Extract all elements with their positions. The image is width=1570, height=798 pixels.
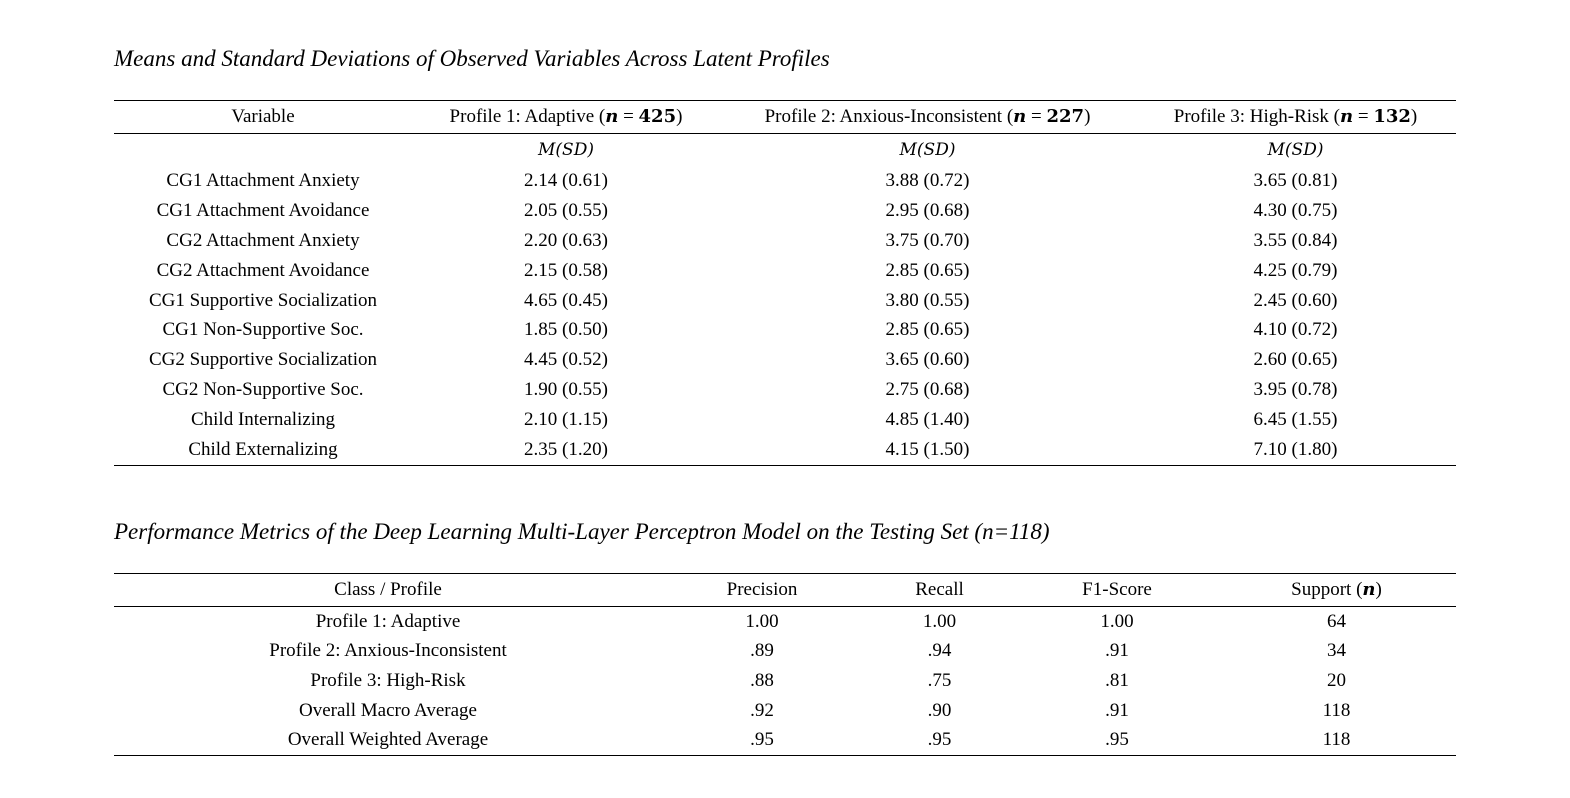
table-row [114,375,1456,405]
table-row [114,435,1456,465]
profile-2-value: 2.95 (0.68) [885,199,970,221]
table-row [114,256,1456,286]
profile-means-table [114,100,1456,466]
subheader-msd: M(SD) [538,140,594,160]
table-row [114,166,1456,196]
profile-1-value: 1.90 (0.55) [524,379,608,401]
f1-score-value: .81 [1105,669,1129,691]
profile-3-value: 4.25 (0.79) [1253,259,1338,281]
profile-2-value: 4.85 (1.40) [885,409,970,431]
profile-2-value: 3.65 (0.60) [885,349,970,371]
table-row [114,666,1456,696]
profile-2-value: 4.15 (1.50) [885,438,970,460]
profile-3-value: 3.95 (0.78) [1253,379,1338,401]
recall-value: .90 [927,699,952,721]
precision-value: .89 [750,640,774,662]
header-profile-3: Profile 3: High-Risk (n = 132) [1173,106,1418,127]
table-row [114,637,1456,667]
header-f1-score: F1-Score [1082,579,1152,600]
subheader-empty [114,134,412,167]
recall-value: .75 [927,669,952,691]
profile-3-value: 4.10 (0.72) [1253,319,1338,341]
table-row [114,725,1456,755]
table1-caption: Means and Standard Deviations of Observed Variables Across Latent Profiles [114,46,830,71]
profile-3-value: 7.10 (1.80) [1253,438,1338,460]
recall-value: .94 [927,640,952,662]
profile-1-value: 2.14 (0.61) [524,169,608,191]
profile-3-value: 3.55 (0.84) [1253,229,1338,251]
header-profile-2: Profile 2: Anxious-Inconsistent (n = 227) [764,106,1091,127]
table-row [114,226,1456,256]
profile-3-value: 3.65 (0.81) [1253,169,1338,191]
precision-value: .92 [750,699,774,721]
header-recall: Recall [915,579,964,600]
subheader-msd: M(SD) [899,140,956,160]
profile-1-value: 1.85 (0.50) [524,319,608,341]
table-row [114,405,1456,435]
header-variable: Variable [231,106,295,127]
table2-header-row [114,574,1456,607]
table1-subheader-row [114,134,1456,167]
profile-1-value: 2.20 (0.63) [524,229,608,251]
table-row [114,315,1456,345]
profile-3-value: 4.30 (0.75) [1253,199,1338,221]
support-value: 20 [1327,669,1346,691]
precision-value: .88 [750,669,774,691]
variable-cell: CG2 Supportive Socialization [149,349,377,371]
profile-1-value: 2.15 (0.58) [524,259,608,281]
table-row [114,286,1456,316]
table2-caption: Performance Metrics of the Deep Learning Multi-Layer Perceptron Model on the Testing Set (n=118) [114,519,1050,544]
profile-2-value: 3.80 (0.55) [885,289,970,311]
profile-3-value: 2.60 (0.65) [1253,349,1338,371]
mlp-performance-table [114,573,1456,756]
class-profile-cell: Profile 3: High-Risk [310,669,466,691]
support-value: 118 [1322,699,1351,721]
variable-cell: CG2 Attachment Avoidance [156,259,370,281]
header-class-profile: Class / Profile [334,579,442,600]
class-profile-cell: Profile 1: Adaptive [315,610,461,632]
support-value: 118 [1322,729,1351,751]
f1-score-value: .91 [1105,640,1129,662]
variable-cell: CG1 Attachment Anxiety [166,169,360,191]
table-row [114,696,1456,726]
variable-cell: CG1 Supportive Socialization [149,289,377,311]
profile-1-value: 2.05 (0.55) [524,199,608,221]
variable-cell: Child Externalizing [188,438,338,460]
header-support: Support (n) [1291,579,1382,600]
variable-cell: CG1 Non-Supportive Soc. [162,319,364,341]
table-row [114,196,1456,226]
profile-3-value: 6.45 (1.55) [1253,409,1338,431]
class-profile-cell: Overall Macro Average [299,699,477,721]
subheader-msd: M(SD) [1267,140,1324,160]
f1-score-value: .95 [1105,729,1129,751]
variable-cell: CG2 Non-Supportive Soc. [162,379,364,401]
f1-score-value: .91 [1105,699,1129,721]
table-row [114,607,1456,637]
recall-value: 1.00 [922,610,957,632]
header-profile-1: Profile 1: Adaptive (n = 425) [449,106,683,127]
class-profile-cell: Profile 2: Anxious-Inconsistent [269,640,507,662]
variable-cell: Child Internalizing [190,409,336,431]
support-value: 64 [1327,610,1346,632]
f1-score-value: 1.00 [1100,610,1134,632]
profile-2-value: 3.75 (0.70) [885,229,970,251]
profile-1-value: 2.10 (1.15) [524,409,608,431]
profile-2-value: 2.75 (0.68) [885,379,970,401]
table-row [114,345,1456,375]
profile-1-value: 2.35 (1.20) [524,438,608,460]
profile-3-value: 2.45 (0.60) [1253,289,1338,311]
variable-cell: CG1 Attachment Avoidance [156,199,370,221]
header-precision: Precision [726,579,798,600]
precision-value: 1.00 [745,610,779,632]
support-value: 34 [1327,640,1346,662]
table1-header-row [114,101,1456,134]
profile-2-value: 3.88 (0.72) [885,169,970,191]
precision-value: .95 [750,729,774,751]
recall-value: .95 [927,729,952,751]
profile-1-value: 4.65 (0.45) [524,289,608,311]
profile-2-value: 2.85 (0.65) [885,259,970,281]
profile-2-value: 2.85 (0.65) [885,319,970,341]
class-profile-cell: Overall Weighted Average [287,729,489,751]
variable-cell: CG2 Attachment Anxiety [166,229,360,251]
profile-1-value: 4.45 (0.52) [524,349,608,371]
